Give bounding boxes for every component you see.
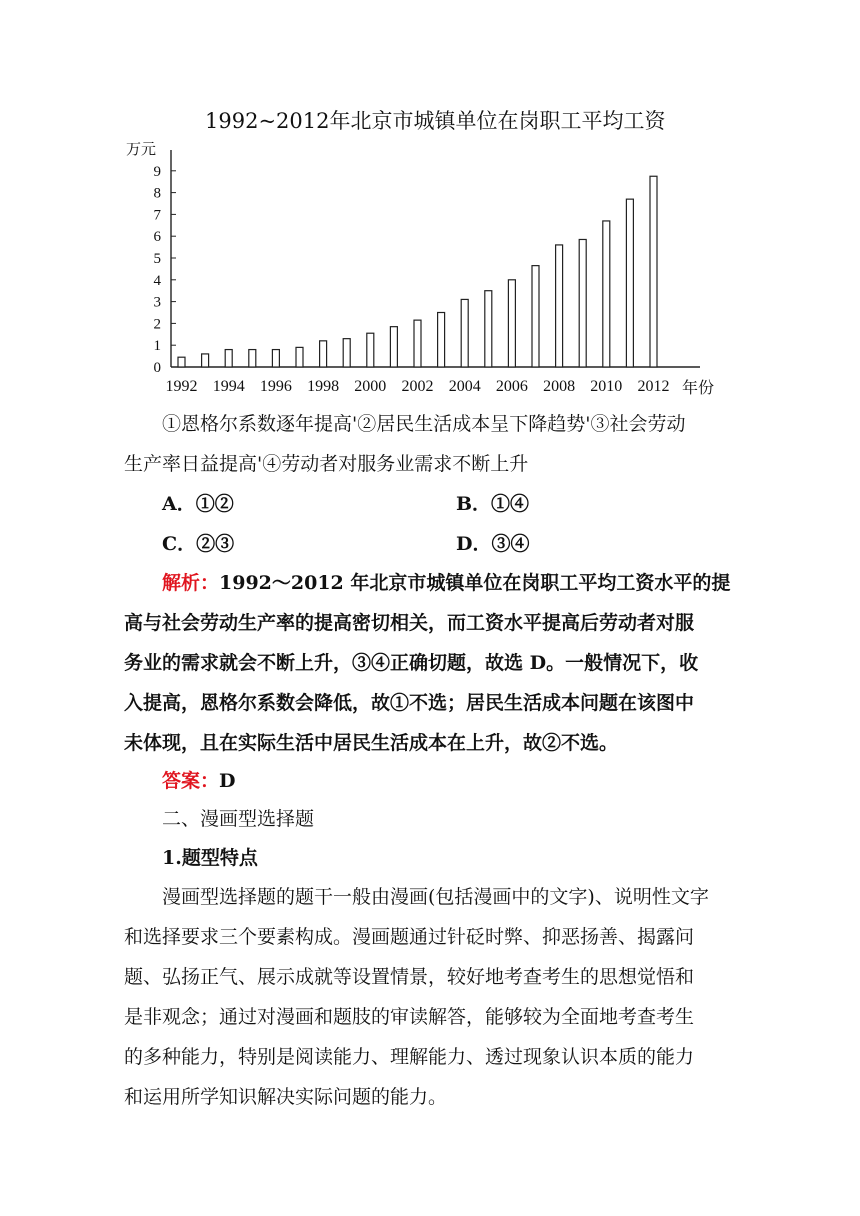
bar [650, 176, 657, 367]
bar [343, 339, 350, 367]
bar [320, 341, 327, 367]
choice-a: A．①② [162, 493, 234, 515]
bar [485, 291, 492, 367]
bar [438, 313, 445, 368]
section-subheading: 1.题型特点 [162, 847, 258, 869]
bar-chart [0, 0, 860, 400]
analysis-label: 解析： [162, 572, 220, 594]
bar [249, 350, 256, 367]
x-tick-label: 2006 [495, 378, 528, 395]
x-tick-label: 1992 [165, 378, 198, 395]
y-tick-label: 9 [153, 163, 161, 180]
choice-c: C．②③ [162, 533, 235, 555]
y-tick-label: 6 [153, 229, 161, 246]
options-line-2: 生产率日益提高'④劳动者对服务业需求不断上升 [124, 453, 529, 475]
x-axis-unit: 年份 [682, 378, 715, 397]
analysis-line-5: 未体现，且在实际生活中居民生活成本在上升，故②不选。 [124, 732, 619, 754]
analysis-line-2: 高与社会劳动生产率的提高密切相关，而工资水平提高后劳动者对服 [124, 612, 695, 634]
section-heading: 二、漫画型选择题 [162, 808, 315, 830]
x-tick-label: 2010 [590, 378, 623, 395]
y-tick-label: 4 [153, 272, 161, 289]
paragraph-line-6: 和运用所学知识解决实际问题的能力。 [124, 1086, 448, 1108]
analysis-text-1: 1992～2012 年北京市城镇单位在岗职工平均工资水平的提 [219, 572, 731, 594]
x-tick-label: 1998 [307, 378, 340, 395]
chart-title: 1992~2012年北京市城镇单位在岗职工平均工资 [205, 109, 666, 133]
bar [390, 327, 397, 367]
y-tick-label: 3 [153, 294, 161, 311]
y-axis-unit: 万元 [126, 140, 157, 158]
y-tick-label: 0 [153, 360, 161, 376]
bar [461, 299, 468, 367]
y-tick-label: 8 [153, 185, 161, 202]
bar [272, 350, 279, 367]
bar [603, 221, 610, 367]
answer-label: 答案： [162, 770, 220, 792]
options-line-1: ①恩格尔系数逐年提高'②居民生活成本呈下降趋势'③社会劳动 [162, 413, 686, 435]
y-tick-label: 5 [153, 251, 161, 267]
y-tick-label: 7 [153, 207, 161, 224]
choice-d: D．③④ [456, 533, 530, 555]
bar [414, 320, 421, 367]
x-tick-label: 2002 [401, 378, 434, 395]
bar [367, 333, 374, 367]
choice-b: B．①④ [456, 493, 530, 515]
paragraph-line-4: 是非观念；通过对漫画和题肢的审读解答，能够较为全面地考查考生 [124, 1006, 695, 1028]
x-tick-label: 1994 [212, 378, 245, 395]
bar [532, 266, 539, 367]
analysis-line-1 [162, 572, 730, 595]
bar [225, 350, 232, 367]
bar [178, 357, 185, 367]
paragraph-line-3: 题、弘扬正气、展示成就等设置情景，较好地考查考生的思想觉悟和 [124, 966, 695, 988]
y-tick-label: 2 [153, 316, 161, 333]
analysis-line-3: 务业的需求就会不断上升，③④正确切题，故选 D。一般情况下，收 [124, 652, 699, 674]
bar [626, 199, 633, 367]
paragraph-line-1: 漫画型选择题的题干一般由漫画(包括漫画中的文字)、说明性文字 [162, 886, 709, 908]
analysis-line-4: 入提高，恩格尔系数会降低，故①不选；居民生活成本问题在该图中 [124, 692, 695, 714]
y-tick-label: 1 [153, 338, 161, 355]
x-tick-label: 2000 [354, 378, 387, 395]
chart-bars [178, 176, 657, 367]
bar [202, 354, 209, 367]
x-tick-label: 2012 [637, 378, 670, 395]
answer-value: D [219, 770, 236, 792]
paragraph-line-2: 和选择要求三个要素构成。漫画题通过针砭时弊、抑恶扬善、揭露问 [124, 926, 695, 948]
x-tick-label: 2008 [543, 378, 576, 395]
answer-line [162, 770, 236, 793]
x-tick-label: 2004 [448, 378, 481, 395]
paragraph-line-5: 的多种能力，特别是阅读能力、理解能力、透过现象认识本质的能力 [124, 1046, 695, 1068]
bar [556, 245, 563, 367]
bar [579, 239, 586, 367]
bar [508, 280, 515, 367]
bar [296, 347, 303, 367]
chart-axes [171, 150, 700, 367]
x-tick-label: 1996 [259, 378, 292, 395]
